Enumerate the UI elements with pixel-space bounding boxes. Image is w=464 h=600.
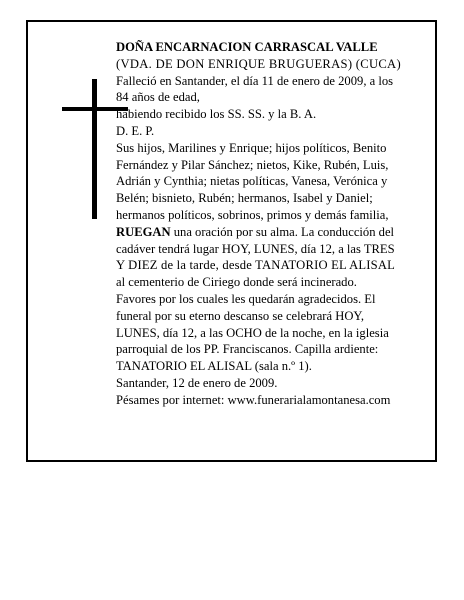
notice-line: 84 años de edad, [116, 90, 200, 105]
ruegan-label: RUEGAN [116, 224, 171, 239]
notice-line: (VDA. DE DON ENRIQUE BRUGUERAS) (CUCA) [116, 56, 401, 71]
deceased-name: DOÑA ENCARNACION CARRASCAL VALLE [116, 40, 378, 54]
notice-line: funeral por su eterno descanso se celebrará HOY, [116, 308, 365, 323]
notice-line: Favores por los cuales les quedarán agradecidos. El [116, 291, 376, 306]
notice-line: LUNES, día 12, a las OCHO de la noche, en la iglesia [116, 325, 389, 340]
notice-line: parroquial de los PP. Franciscanos. Capilla ardiente: [116, 342, 379, 357]
notice-line: Adrián y Cynthia; nietas políticas, Vanesa, Verónica y [116, 174, 388, 189]
notice-line: Belén; bisnieto, Rubén; hermanos, Isabel y Daniel; [116, 191, 373, 206]
notice-line: habiendo recibido los SS. SS. y la B. A. [116, 107, 317, 122]
notice-line: Santander, 12 de enero de 2009. [116, 375, 278, 390]
cross-icon [92, 79, 97, 219]
notice-line: Falleció en Santander, el día 11 de enero de 2009, a los [116, 73, 394, 88]
notice-line: cadáver tendrá lugar HOY, LUNES, día 12, a las TRES [116, 241, 395, 256]
notice-line: al cementerio de Ciriego donde será incinerado. [116, 275, 357, 290]
ruegan-text: una oración por su alma. La conducción del [170, 224, 395, 239]
notice-line: Y DIEZ de la tarde, desde TANATORIO EL ALISAL [116, 258, 396, 273]
obituary-notice-text [116, 39, 426, 409]
notice-line: Sus hijos, Marilines y Enrique; hijos políticos, Benito [116, 140, 387, 155]
notice-line: hermanos políticos, sobrinos, primos y demás familia, [116, 207, 389, 222]
notice-line: D. E. P. [116, 123, 155, 138]
notice-line: TANATORIO EL ALISAL (sala n.º 1). [116, 359, 312, 374]
notice-line-ruegan [116, 224, 426, 241]
condolences-line: Pésames por internet: www.funerarialamontanesa.com [116, 392, 391, 407]
notice-line: Fernández y Pilar Sánchez; nietos, Kike, Rubén, Luis, [116, 157, 389, 172]
